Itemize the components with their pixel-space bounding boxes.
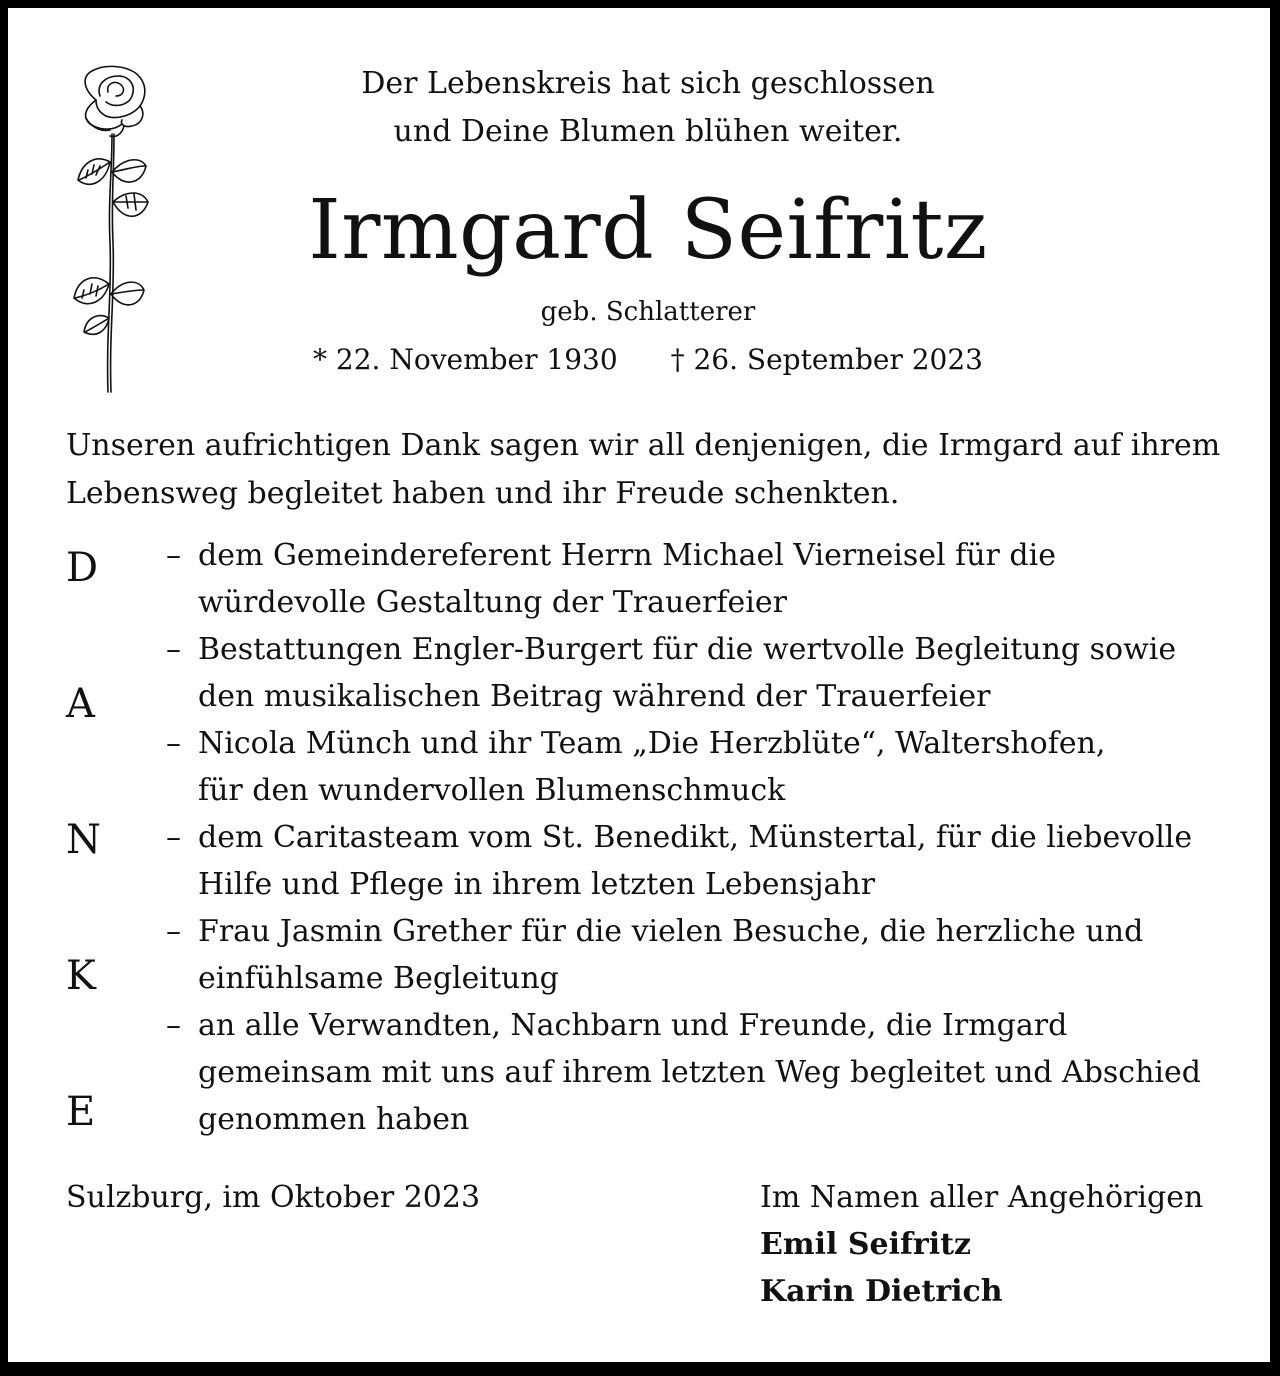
- thanks-item: [166, 532, 1266, 626]
- birth-date: * 22. November 1930: [313, 343, 618, 376]
- thanks-item: [166, 1002, 1266, 1143]
- thanks-item: [166, 814, 1266, 908]
- deceased-name: Irmgard Seifritz: [308, 183, 988, 278]
- thanks-item-line: – Bestattungen Engler-Burgert für die wertvolle Begleitung sowie: [198, 632, 1177, 667]
- life-dates: [248, 338, 1048, 382]
- signature-intro: Im Namen aller Angehörigen: [760, 1180, 1204, 1215]
- thanks-item-line: – Nicola Münch und ihr Team „Die Herzblüte“, Waltershofen,: [198, 726, 1106, 761]
- birth-name: geb. Schlatterer: [540, 297, 756, 327]
- motto-line-1: Der Lebenskreis hat sich geschlossen: [361, 66, 935, 101]
- danke-letter-n: N: [66, 817, 101, 863]
- thanks-item-line: – dem Caritasteam vom St. Benedikt, Münstertal, für die liebevolle: [198, 820, 1193, 855]
- danke-letter-e: E: [66, 1089, 96, 1135]
- signer-name: Emil Seifritz: [760, 1227, 971, 1262]
- thanks-item-line: Hilfe und Pflege in ihrem letzten Lebensjahr: [198, 867, 876, 902]
- death-date: † 26. September 2023: [670, 343, 983, 376]
- thanks-item-line: – an alle Verwandten, Nachbarn und Freunde, die Irmgard: [198, 1008, 1068, 1043]
- thanks-item-line: den musikalischen Beitrag während der Trauerfeier: [198, 679, 991, 714]
- intro-text: Unseren aufrichtigen Dank sagen wir all denjenigen, die Irmgard auf ihrem Lebensweg begleitet haben und ihr Freude schenkten.: [66, 428, 1221, 511]
- danke-letter-d: D: [66, 545, 99, 591]
- thanks-item-line: würdevolle Gestaltung der Trauerfeier: [198, 585, 787, 620]
- thanks-item-line: genommen haben: [198, 1102, 470, 1137]
- obituary-notice: [8, 8, 1270, 1362]
- thanks-item: [166, 720, 1266, 814]
- place-date: Sulzburg, im Oktober 2023: [66, 1180, 481, 1215]
- motto: [248, 60, 1048, 156]
- thanks-item-line: – Frau Jasmin Grether für die vielen Besuche, die herzliche und: [198, 914, 1144, 949]
- thanks-item: [166, 908, 1266, 1002]
- thanks-item-line: gemeinsam mit uns auf ihrem letzten Weg begleitet und Abschied: [198, 1055, 1201, 1090]
- motto-line-2: und Deine Blumen blühen weiter.: [393, 114, 903, 149]
- thanks-item-line: für den wundervollen Blumenschmuck: [198, 773, 786, 808]
- thanks-item-line: – dem Gemeindereferent Herrn Michael Vierneisel für die: [198, 538, 1056, 573]
- thanks-list: [166, 532, 1266, 1143]
- signer-name: Karin Dietrich: [760, 1274, 1003, 1309]
- rose-icon: [66, 62, 156, 407]
- signature-block: [760, 1174, 1203, 1315]
- thanks-item: [166, 626, 1266, 720]
- danke-letter-a: A: [66, 681, 95, 727]
- danke-letter-k: K: [66, 953, 96, 999]
- thanks-item-line: einfühlsame Begleitung: [198, 961, 559, 996]
